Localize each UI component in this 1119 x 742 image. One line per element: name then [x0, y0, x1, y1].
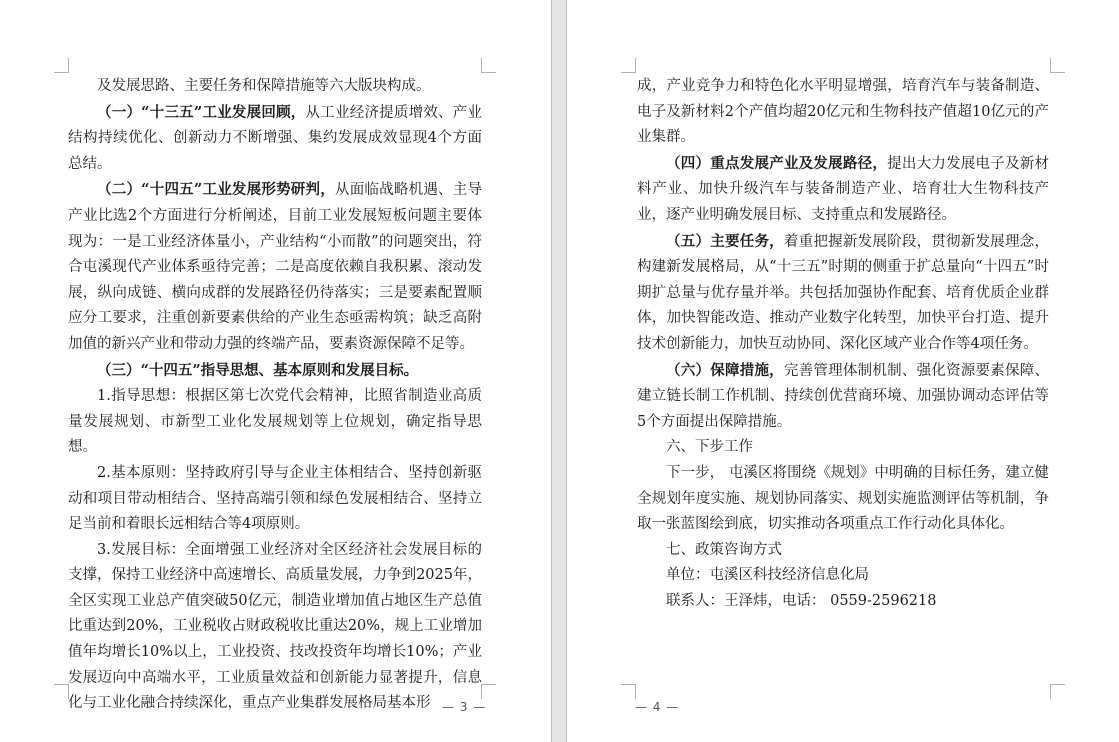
section-heading: （二）“十四五”工业发展形势研判，	[97, 181, 335, 199]
crop-mark-bottom-right	[481, 684, 496, 699]
paragraph	[68, 358, 482, 385]
paragraph-text: 着重把握新发展阶段，贯彻新发展理念，构建新发展格局，从“十三五”时期的侧重于扩总量向“十四五”时期扩总量与优存量并举。共包括加强协作配套、培育优质企业群体，加快智能改造、推动产业数字化转型，加快平台打造、提升技术创新能力，加快互动协同、深化区域产业合作等4项任务。	[637, 233, 1050, 352]
page-number: — 3 —	[442, 700, 487, 714]
paragraph-text: 六、下步工作	[666, 439, 753, 456]
paragraph	[637, 358, 1049, 436]
paragraph	[637, 74, 1049, 151]
document-page-left	[0, 0, 551, 742]
paragraph-text: 从工业经济提质增效、产业结构持续优化、创新动力不断增强、集约发展成效显现4个方面总结。	[68, 104, 483, 172]
page-number: — 4 —	[635, 700, 680, 714]
section-heading: （五）主要任务，	[666, 232, 784, 250]
paragraph	[637, 151, 1049, 229]
paragraph-text: 七、政策咨询方式	[666, 541, 782, 558]
paragraph-text: 完善管理体制机制、强化资源要素保障、建立链长制工作机制、持续创优营商环境、加强协调动态评估等5个方面提出保障措施。	[637, 362, 1050, 430]
crop-mark-bottom-left	[54, 684, 69, 699]
page-body-text	[637, 74, 1049, 614]
paragraph-text: 提出大力发展电子及新材料产业、加快升级汽车与装备制造产业、培育壮大生物科技产业，逐产业明确发展目标、支持重点和发展路径。	[637, 155, 1050, 223]
paragraph-text: 1.指导思想：根据区第七次党代会精神，比照省制造业高质量发展规划、市新型工业化发展规划等上位规划，确定指导思想。	[68, 388, 482, 456]
gutter-edge	[551, 0, 552, 742]
paragraph	[68, 177, 482, 357]
paragraph	[637, 461, 1049, 538]
paragraph	[637, 563, 1049, 589]
paragraph-text: 成，产业竞争力和特色化水平明显增强，培育汽车与装备制造、电子及新材料2个产值均超20亿元和生物科技产值超10亿元的产业集群。	[637, 78, 1049, 146]
section-heading: （一）“十三五”工业发展回顾，	[97, 103, 306, 121]
crop-mark-top-left	[621, 58, 636, 73]
paragraph-text: 从面临战略机遇、主导产业比选2个方面进行分析阐述，目前工业发展短板问题主要体现为：一是工业经济体量小，产业结构“小而散”的问题突出，符合屯溪现代产业体系亟待完善；二是高度依赖自我积累、滚动发展，纵向成链、横向成群的发展路径仍待落实；三是要素配置顺应分工要求，注重创新要素供给的产业生态亟需构筑；缺乏高附加值的新兴产业和带动力强的终端产品，要素资源保障不足等。	[68, 182, 482, 352]
paragraph-text: 2.基本原则：坚持政府引导与企业主体相结合、坚持创新驱动和项目带动相结合、坚持高端引领和绿色发展相结合、坚持立足当前和着眼长远相结合等4项原则。	[68, 464, 482, 533]
crop-mark-top-right	[481, 58, 496, 73]
paragraph-text: 下一步， 屯溪区将围绕《规划》中明确的目标任务，建立健全规划年度实施、规划协同落实、规划实施监测评估等机制，争取一张蓝图绘到底，切实推动各项重点工作行动化具体化。	[637, 464, 1049, 533]
paragraph-text: 3.发展目标：全面增强工业经济对全区经济社会发展目标的支撑，保持工业经济中高速增长、高质量发展，力争到2025年，全区实现工业总产值突破50亿元，制造业增加值占地区生产总值比重达到20%，工业税收占财政税收比重达20%，规上工业增加值年均增长10%以上，工业投资、技改投资年均增长10%；产业发展迈向中高端水平，工业质量效益和创新能力显著提升，信息化与工业化融合持续深化，重点产业集群发展格局基本形	[68, 541, 482, 712]
paragraph	[68, 74, 482, 100]
paragraph-text: 及发展思路、主要任务和保障措施等六大版块构成。	[97, 78, 431, 94]
paragraph	[637, 435, 1049, 461]
section-heading: （四）重点发展产业及发展路径，	[666, 154, 888, 172]
paragraph	[637, 229, 1049, 358]
page-body-text	[68, 74, 482, 717]
paragraph-text: 单位：屯溪区科技经济信息化局	[666, 567, 869, 584]
document-page-right	[567, 0, 1119, 742]
crop-mark-top-left	[54, 58, 69, 73]
crop-mark-top-right	[1050, 58, 1065, 73]
page-gutter	[551, 0, 567, 742]
section-heading: （六）保障措施，	[666, 361, 784, 379]
paragraph	[68, 461, 482, 538]
paragraph	[637, 538, 1049, 564]
crop-mark-bottom-left	[621, 684, 636, 699]
paragraph	[68, 384, 482, 461]
section-heading: （三）“十四五”指导思想、基本原则和发展目标。	[97, 361, 419, 379]
paragraph	[68, 100, 482, 178]
crop-mark-bottom-right	[1050, 684, 1065, 699]
paragraph-text: 联系人：王泽炜，电话： 0559-2596218	[666, 592, 937, 609]
paragraph	[637, 589, 1049, 615]
paragraph	[68, 538, 482, 717]
